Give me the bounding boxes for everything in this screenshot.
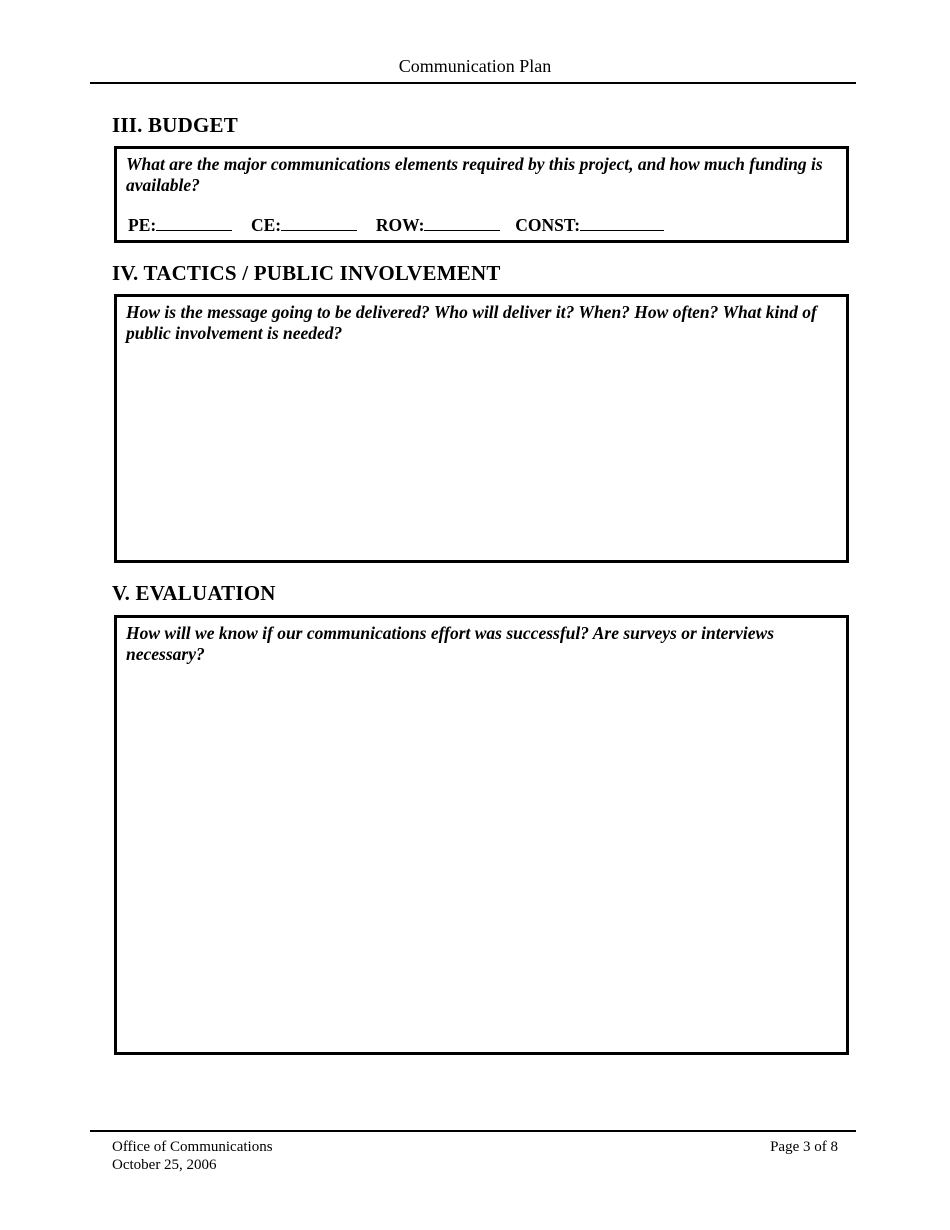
footer-divider [90, 1130, 856, 1132]
const-label: CONST: [515, 215, 581, 235]
row-blank[interactable] [424, 216, 500, 231]
footer-date: October 25, 2006 [112, 1157, 217, 1173]
ce-field[interactable] [251, 215, 357, 236]
ce-blank[interactable] [281, 216, 357, 231]
tactics-heading: IV. TACTICS / PUBLIC INVOLVEMENT [112, 261, 501, 285]
pe-label: PE: [128, 215, 157, 235]
evaluation-heading: V. EVALUATION [112, 581, 276, 605]
page-header-title: Communication Plan [398, 56, 552, 76]
row-label: ROW: [375, 215, 425, 235]
footer-left [112, 1138, 273, 1174]
evaluation-box[interactable] [114, 615, 849, 1055]
budget-heading: III. BUDGET [112, 113, 238, 137]
const-blank[interactable] [580, 216, 664, 231]
footer-office: Office of Communications [112, 1139, 273, 1155]
const-field[interactable] [515, 215, 664, 236]
footer-page-number: Page 3 of 8 [770, 1139, 838, 1155]
budget-fields [128, 215, 664, 236]
header-divider [90, 82, 856, 84]
evaluation-prompt: How will we know if our communications effort was successful? Are surveys or interviews necessary? [126, 623, 775, 664]
budget-box [114, 146, 849, 243]
ce-label: CE: [250, 215, 282, 235]
tactics-box[interactable] [114, 294, 849, 563]
budget-prompt: What are the major communications elements required by this project, and how much funding is available? [126, 154, 823, 195]
row-field[interactable] [376, 215, 501, 236]
pe-blank[interactable] [156, 216, 232, 231]
tactics-prompt: How is the message going to be delivered? Who will deliver it? When? How often? What kind of public involvement is needed? [126, 302, 817, 343]
pe-field[interactable] [128, 215, 232, 236]
